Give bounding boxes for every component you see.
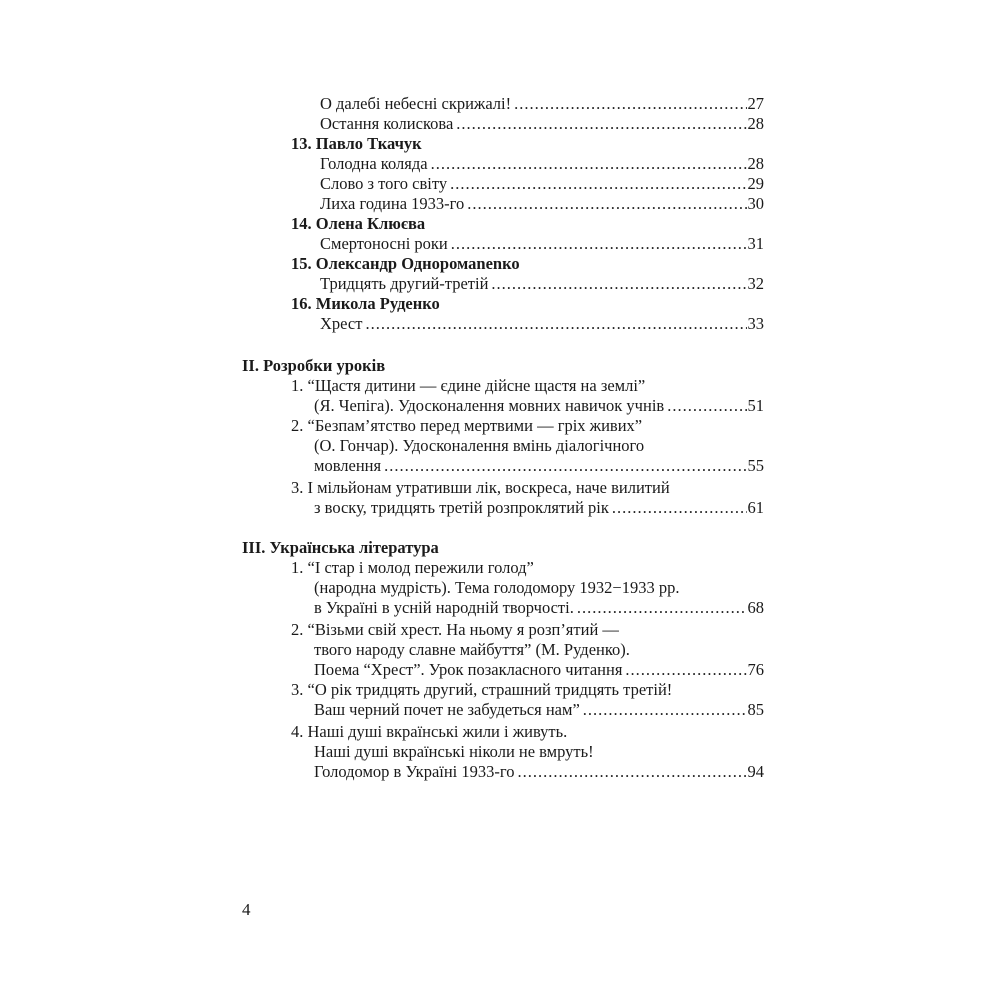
page-number: 4	[242, 900, 251, 919]
entry-page: 68	[747, 598, 764, 617]
dot-leader	[450, 174, 746, 194]
dot-leader	[365, 314, 746, 334]
dot-leader	[612, 498, 747, 518]
entry-page: 28	[747, 154, 764, 173]
toc-entry[interactable]	[320, 314, 764, 334]
dot-leader	[456, 114, 746, 134]
section-heading: II. Розробки уроків	[242, 356, 386, 375]
entry-title: (Я. Чепіга). Удосконалення мовних навичок учнів	[314, 396, 665, 415]
toc-entry[interactable]	[320, 154, 764, 174]
entry-title: мовлення	[314, 456, 382, 475]
entry-line: Наші душі вкраїнські ніколи не вмруть!	[314, 742, 594, 761]
entry-page: 61	[747, 498, 764, 517]
entry-page: 31	[747, 234, 764, 253]
toc-entry[interactable]	[314, 396, 764, 416]
entry-title: в Україні в усній народній творчості.	[314, 598, 574, 617]
toc-entry[interactable]	[314, 700, 764, 720]
entry-page: 27	[747, 94, 764, 113]
entry-title: Голодомор в Україні 1933-го	[314, 762, 515, 781]
entry-page: 94	[747, 762, 764, 781]
dot-leader	[625, 660, 746, 680]
dot-leader	[384, 456, 746, 476]
entry-title: Ваш черний почет не забудеться нам”	[314, 700, 580, 719]
dot-leader	[514, 94, 746, 114]
dot-leader	[451, 234, 747, 254]
entry-title: О далебі небесні скрижалі!	[320, 94, 512, 113]
dot-leader	[518, 762, 747, 782]
toc-entry[interactable]	[314, 598, 764, 618]
entry-line: 1. “Щастя дитини — єдине дійсне щастя на землі”	[291, 376, 646, 395]
toc-entry[interactable]	[320, 114, 764, 134]
entry-page: 28	[747, 114, 764, 133]
entry-line: 1. “І стар і молод пережили голод”	[291, 558, 534, 577]
entry-line: 2. “Безпам’ятство перед мертвими — гріх живих”	[291, 416, 643, 435]
author-heading: 14. Олена Клюєва	[291, 214, 426, 233]
toc-entry[interactable]	[320, 274, 764, 294]
entry-page: 55	[747, 456, 764, 475]
dot-leader	[583, 700, 747, 720]
entry-title: Лиха година 1933-го	[320, 194, 465, 213]
entry-page: 51	[747, 396, 764, 415]
toc-entry[interactable]	[320, 174, 764, 194]
author-heading: 16. Микола Руденко	[291, 294, 440, 313]
dot-leader	[491, 274, 746, 294]
entry-page: 29	[747, 174, 764, 193]
entry-title: Тридцять другий-третій	[320, 274, 489, 293]
entry-title: Поема “Хрест”. Урок позакласного читання	[314, 660, 623, 679]
entry-line: (О. Гончар). Удосконалення вмінь діалогічного	[314, 436, 645, 455]
toc-entry[interactable]	[314, 456, 764, 476]
dot-leader	[431, 154, 747, 174]
entry-title: Голодна коляда	[320, 154, 428, 173]
entry-line: 2. “Візьми свій хрест. На ньому я розп’ятий —	[291, 620, 619, 639]
dot-leader	[467, 194, 746, 214]
toc-entry[interactable]	[320, 94, 764, 114]
entry-title: Остання колискова	[320, 114, 454, 133]
toc-entry[interactable]	[320, 234, 764, 254]
toc-entry[interactable]	[320, 194, 764, 214]
entry-title: з воску, тридцять третій розпроклятий рік	[314, 498, 609, 517]
entry-title: Смертоносні роки	[320, 234, 448, 253]
toc-entry[interactable]	[314, 498, 764, 518]
entry-page: 76	[747, 660, 764, 679]
entry-page: 33	[747, 314, 764, 333]
author-heading: 15. Олександр Одноромаnenко	[291, 254, 520, 273]
author-heading: 13. Павло Ткачук	[291, 134, 422, 153]
dot-leader	[667, 396, 746, 416]
entry-page: 30	[747, 194, 764, 213]
dot-leader	[577, 598, 747, 618]
section-heading: III. Українська література	[242, 538, 439, 557]
entry-line: 3. “О рік тридцять другий, страшний тридцять третій!	[291, 680, 673, 699]
toc-entry[interactable]	[314, 660, 764, 680]
entry-page: 85	[747, 700, 764, 719]
entry-line: 3. І мільйонам утративши лік, воскреса, наче вилитий	[291, 478, 670, 497]
entry-line: твого народу славне майбуття” (М. Руденко).	[314, 640, 630, 659]
toc-entry[interactable]	[314, 762, 764, 782]
entry-line: (народна мудрість). Тема голодомору 1932−1933 рр.	[314, 578, 680, 597]
entry-title: Слово з того світу	[320, 174, 448, 193]
entry-title: Хрест	[320, 314, 363, 333]
entry-page: 32	[747, 274, 764, 293]
entry-line: 4. Наші душі вкраїнські жили і живуть.	[291, 722, 568, 741]
